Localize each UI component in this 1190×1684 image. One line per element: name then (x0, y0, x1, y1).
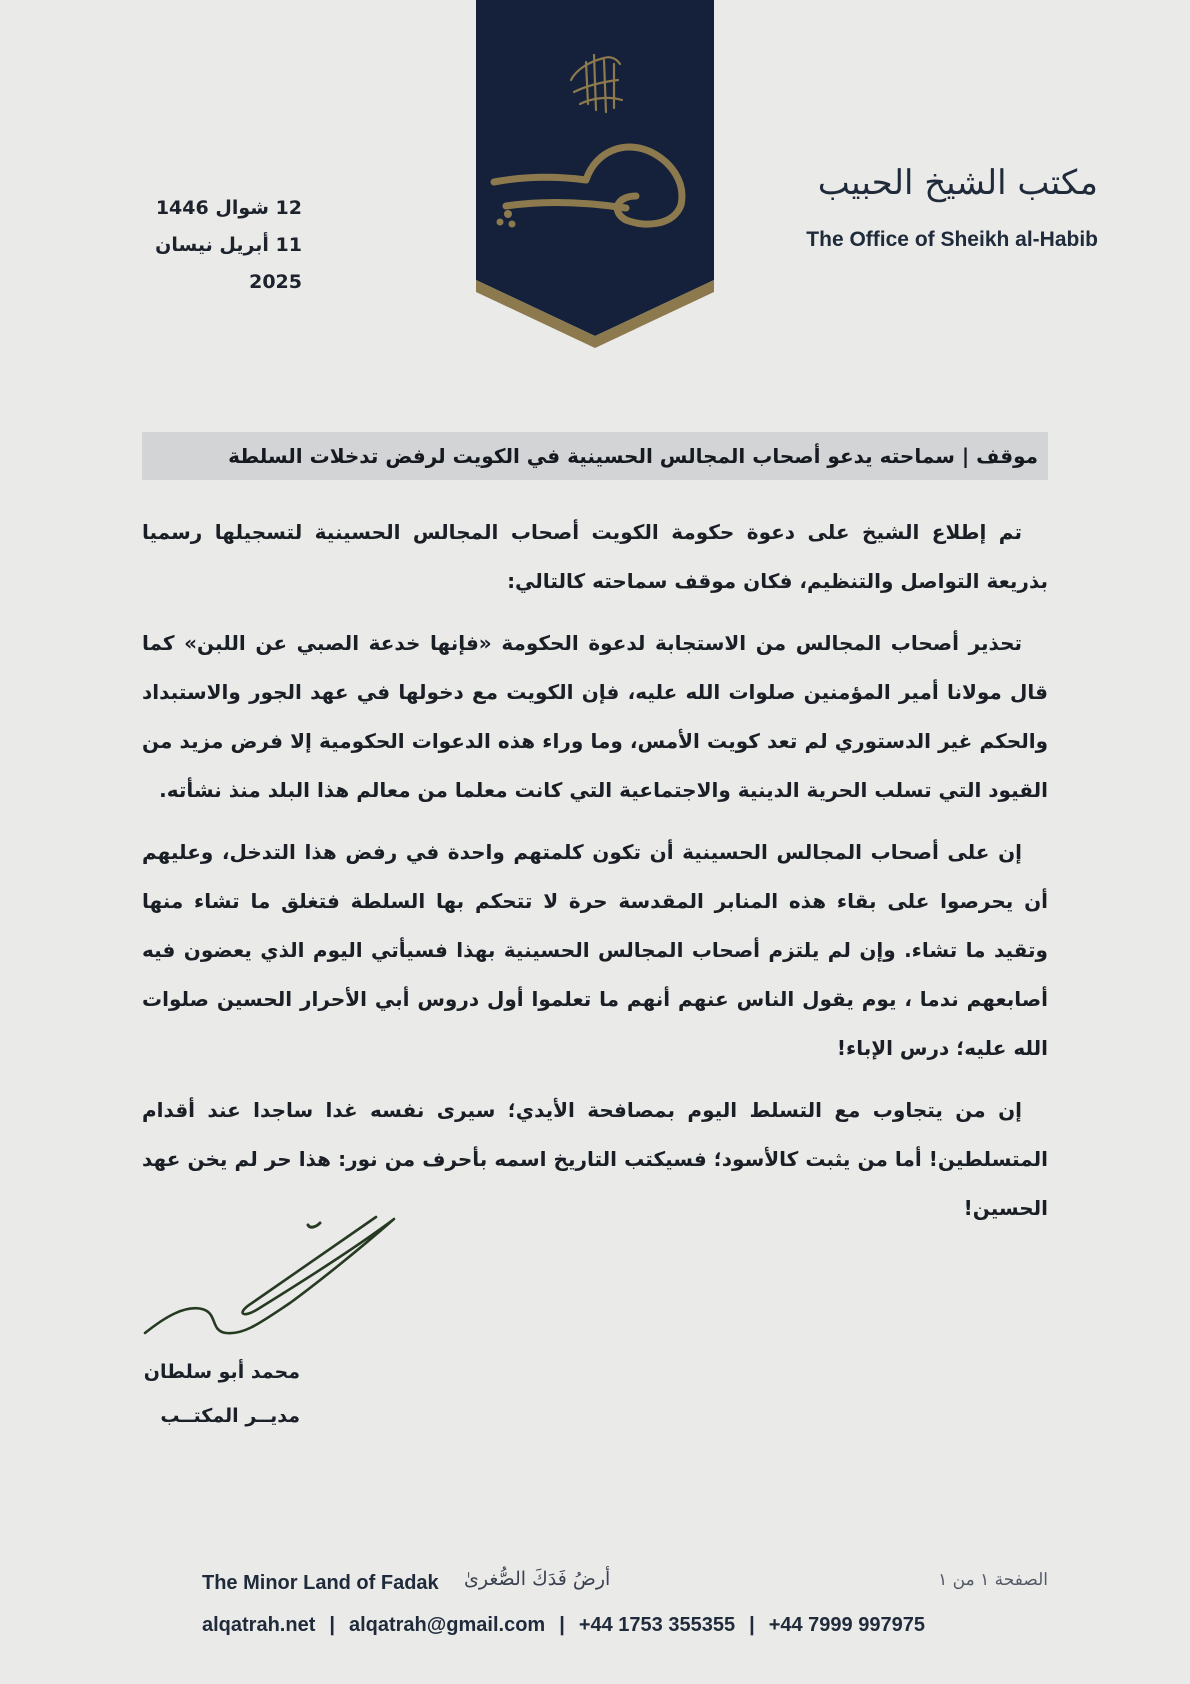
email-link[interactable]: alqatrah@gmail.com (348, 1614, 546, 1636)
signatory-block (140, 1350, 300, 1438)
banner-logo (476, 0, 714, 348)
body-paragraph-4: إن من يتجاوب مع التسلط اليوم بمصافحة الأيدي؛ سيرى نفسه غدا ساجدا عند أقدام المتسلطين! أما من يثبت كالأسود؛ فسيكتب التاريخ اسمه بأحرف من نور: هذا حر لم يخن عهد الحسين! (142, 1098, 1048, 1220)
footer-top-row (202, 1568, 1048, 1600)
phone-1[interactable]: +44 1753 355355 (578, 1614, 736, 1636)
letter-body (142, 508, 1048, 1246)
separator: | (749, 1614, 755, 1636)
phone-2[interactable]: +44 7999 997975 (768, 1614, 925, 1636)
monogram-dot-3 (509, 221, 516, 228)
fadak-english: The Minor Land of Fadak (202, 1572, 439, 1594)
date-block (112, 190, 302, 301)
office-name-arabic: مكتب الشيخ الحبيب (817, 163, 1098, 203)
subject-bar (142, 432, 1048, 480)
monogram-dot-1 (504, 210, 512, 218)
footer-contacts (202, 1614, 1002, 1637)
handwritten-signature (140, 1205, 410, 1345)
separator: | (329, 1614, 335, 1636)
monogram-dot-2 (497, 219, 504, 226)
office-name-english: The Office of Sheikh al-Habib (806, 228, 1098, 251)
office-logo (798, 160, 1098, 252)
date-gregorian: 11 أبريل نيسان 2025 (155, 234, 302, 293)
signatory-name: محمد أبو سلطان (143, 1361, 300, 1383)
date-hijri: 12 شوال 1446 (155, 197, 302, 219)
page-number: الصفحة ١ من ١ (938, 1570, 1048, 1590)
body-paragraph-1: تم إطلاع الشيخ على دعوة حكومة الكويت أصحاب المجالس الحسينية لتسجيلها رسميا بذريعة التواصل والتنظيم، فكان موقف سماحته كالتالي: (142, 520, 1048, 593)
signatory-title: مديــر المكتــب (160, 1405, 300, 1427)
fadak-arabic: أرضُ فَدَكَ الصُّغرىٰ (464, 1568, 611, 1590)
website-link[interactable]: alqatrah.net (202, 1614, 316, 1636)
body-paragraph-2: تحذير أصحاب المجالس من الاستجابة لدعوة الحكومة «فإنها خدعة الصبي عن اللبن» كما قال مولانا أمير المؤمنين صلوات الله عليه، فإن الكويت مع دخولها في عهد الجور والاستبداد والحكم غير الدستوري لم تعد كويت الأمس، وما وراء هذه الدعوات الحكومية إلا فرض مزيد من القيود التي تسلب الحرية الدينية والاجتماعية التي كانت معلما من معالم هذا البلد منذ نشأته. (142, 631, 1048, 802)
separator: | (559, 1614, 565, 1636)
body-paragraph-3: إن على أصحاب المجالس الحسينية أن تكون كلمتهم واحدة في رفض هذا التدخل، وعليهم أن يحرصوا على بقاء هذه المنابر المقدسة حرة لا تتحكم بها السلطة فتغلق ما تشاء منها وتقيد ما تشاء. وإن لم يلتزم أصحاب المجالس الحسينية بهذا فسيأتي اليوم الذي يعضون فيه أصابعهم ندما ، يوم يقول الناس عنهم أنهم ما تعلموا أول دروس أبي الأحرار الحسين صلوات الله عليه؛ درس الإباء! (142, 840, 1048, 1060)
subject-text: موقف | سماحته يدعو أصحاب المجالس الحسينية في الكويت لرفض تدخلات السلطة (228, 444, 1038, 468)
